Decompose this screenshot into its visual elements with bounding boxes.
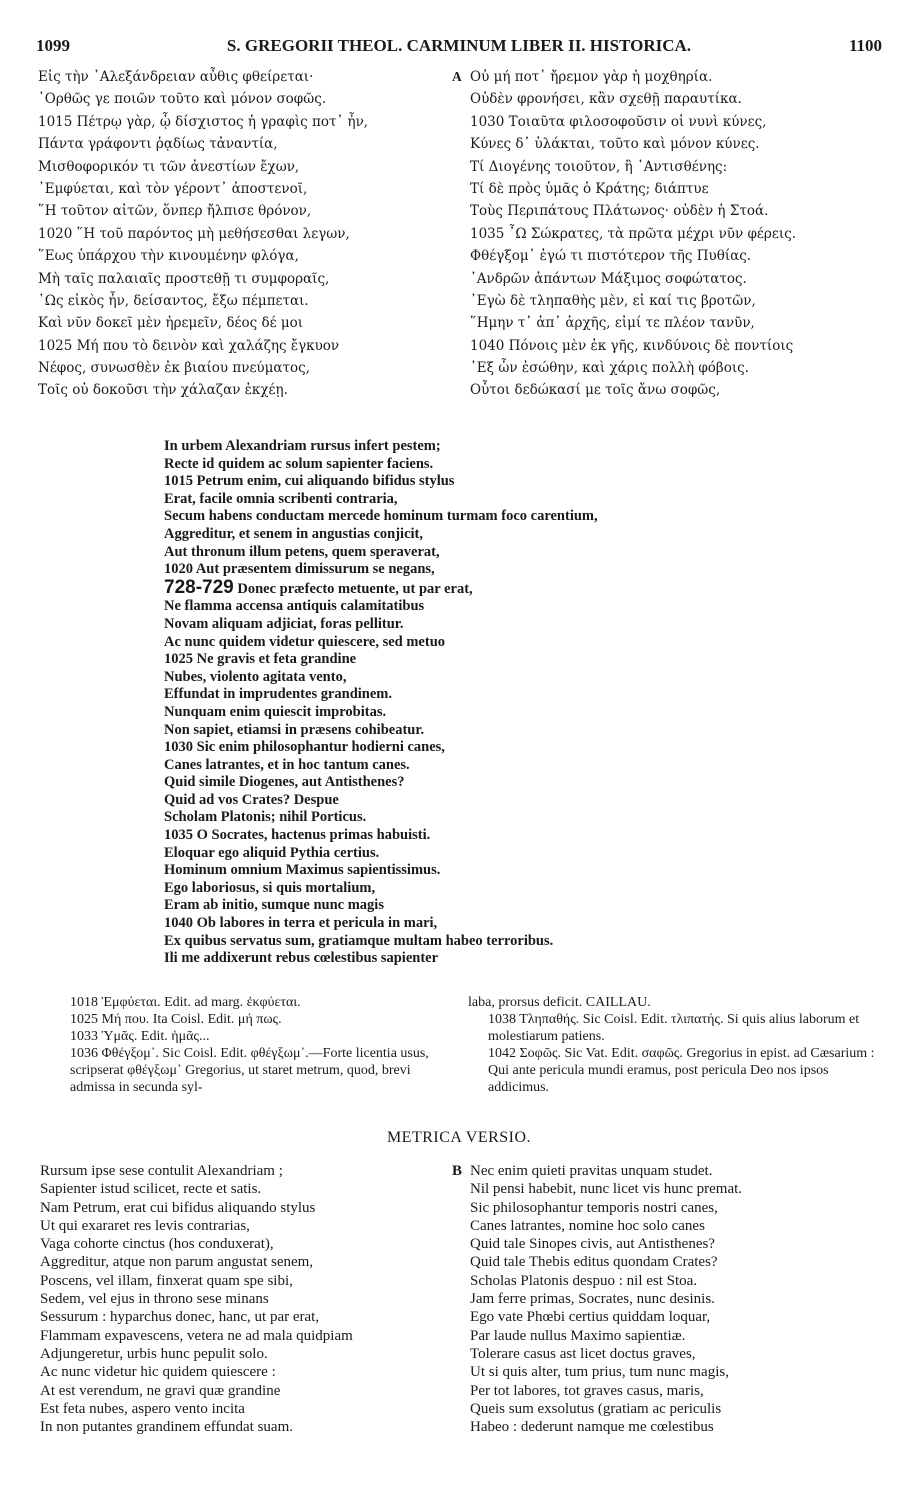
greek-line: 1020 ῞Η τοῦ παρόντος μὴ μεθήσεσθαι λεγων, bbox=[38, 225, 350, 242]
latin-line: Canes latrantes, et in hoc tantum canes. bbox=[164, 756, 410, 773]
latin-line-with-column-number bbox=[164, 576, 784, 599]
latin-line: Aggreditur, et senem in angustias conjicit, bbox=[164, 525, 423, 542]
greek-line: ᾿Εγὼ δὲ τληπαθὴς μὲν, εἰ καί τις βροτῶν, bbox=[470, 292, 756, 309]
greek-line: Εἰς τὴν ᾿Αλεξάνδρειαν αὖθις φθείρεται· bbox=[38, 69, 314, 85]
latin-line: Nunquam enim quiescit improbitas. bbox=[164, 703, 387, 720]
column-marker-b: B bbox=[452, 1163, 463, 1179]
verse-line: Tolerare casus ast licet doctus graves, bbox=[470, 1345, 696, 1362]
greek-line: Τί Διογένης τοιοῦτον, ἢ ᾿Αντισθένης: bbox=[470, 158, 728, 175]
verse-line: Scholas Platonis despuo : nil est Stoa. bbox=[470, 1272, 698, 1289]
verse-line: Adjungeretur, urbis hunc pepulit solo. bbox=[40, 1345, 268, 1362]
greek-line: 1015 Πέτρῳ γὰρ, ᾧ δίσχιστος ἡ γραφὶς ποτ᾿ ἦν, bbox=[38, 113, 369, 130]
latin-line: Recte id quidem ac solum sapienter faciens. bbox=[164, 455, 434, 472]
footnote: 1036 Φθέγξομ᾿. Sic Coisl. Edit. φθέγξωμ᾿.—Forte licentia usus, scripserat φθέγξωμ᾿ Gregorius, ut staret metrum, quod, brevi admissa in secunda syl- bbox=[70, 1046, 429, 1095]
verse-line: Quid tale Sinopes civis, aut Antisthenes? bbox=[470, 1236, 715, 1253]
latin-line: Quid ad vos Crates? Despue bbox=[164, 791, 339, 808]
verse-line: In non putantes grandinem effundat suam. bbox=[40, 1419, 293, 1436]
verse-line: Est feta nubes, aspero vento incita bbox=[40, 1400, 245, 1417]
column-marker-a: A bbox=[452, 69, 462, 84]
verse-line: Nil pensi habebit, nunc licet vis hunc premat. bbox=[470, 1181, 743, 1198]
verse-line: Vaga cohorte cinctus (hos conduxerat), bbox=[40, 1236, 274, 1253]
greek-line: Οὐ μή ποτ᾿ ἤρεμον γὰρ ἡ μοχθηρία. bbox=[470, 69, 713, 85]
metrica-versio-left-column bbox=[40, 1162, 450, 1436]
verse-line: Par laude nullus Maximo sapientiæ. bbox=[470, 1327, 686, 1344]
verse-line: Ut qui exararet res levis contrarias, bbox=[40, 1217, 250, 1234]
greek-line: ᾿Εξ ὧν ἐσώθην, καὶ χάρις πολλὴ φόβοις. bbox=[470, 360, 749, 377]
verse-line: Poscens, vel illam, finxerat quam spe sibi, bbox=[40, 1272, 293, 1289]
greek-line: Τί δὲ πρὸς ὑμᾶς ὁ Κράτης; διάπτυε bbox=[470, 180, 709, 197]
greek-line: ᾿Ορθῶς γε ποιῶν τοῦτο καὶ μόνον σοφῶς. bbox=[38, 91, 327, 108]
greek-line: Οὐδὲν φρονήσει, κἂν σχεθῇ παραυτίκα. bbox=[470, 91, 742, 108]
verse-line: Rursum ipse sese contulit Alexandriam ; bbox=[40, 1163, 283, 1179]
greek-line: Πάντα γράφοντι ῥᾳδίως τἀναντία, bbox=[38, 136, 278, 153]
verse-line: Ac nunc videtur hic quidem quiescere : bbox=[40, 1364, 276, 1381]
verse-line: Sapienter istud scilicet, recte et satis. bbox=[40, 1181, 262, 1198]
running-title: S. GREGORII THEOL. CARMINUM LIBER II. HISTORICA. bbox=[226, 36, 692, 55]
verse-line: Ego vate Phœbi certius quiddam loquar, bbox=[470, 1309, 711, 1326]
latin-line: Ne flamma accensa antiquis calamitatibus bbox=[164, 598, 425, 615]
verse-line: Queis sum exsolutus (gratiam ac periculis bbox=[470, 1400, 722, 1417]
latin-line: Nubes, violento agitata vento, bbox=[164, 668, 347, 685]
running-head bbox=[36, 36, 882, 58]
greek-line: 1035 ῏Ω Σώκρατες, τὰ πρῶτα μέχρι νῦν φέρεις. bbox=[470, 225, 797, 242]
latin-translation bbox=[164, 438, 784, 968]
greek-line: ῞Ημην τ᾿ ἀπ᾿ ἀρχῆς, εἰμί τε πλέον τανῦν, bbox=[470, 315, 755, 332]
latin-line: Donec præfecto metuente, ut par erat, bbox=[233, 580, 473, 597]
latin-line: Eram ab initio, sumque nunc magis bbox=[164, 897, 384, 914]
verse-line: Ut si quis alter, tum prius, tum nunc magis, bbox=[470, 1364, 729, 1381]
latin-line: 1015 Petrum enim, cui aliquando bifidus stylus bbox=[164, 473, 455, 490]
verse-line: Aggreditur, atque non parum angustat senem, bbox=[40, 1254, 314, 1271]
latin-line: Ac nunc quidem videtur quiescere, sed metuo bbox=[164, 633, 446, 650]
latin-line: 1035 O Socrates, hactenus primas habuisti. bbox=[164, 827, 431, 844]
verse-line: Sic philosophantur temporis nostri canes, bbox=[470, 1199, 718, 1216]
footnote: laba, prorsus deficit. CAILLAU. bbox=[468, 995, 651, 1010]
latin-line: Hominum omnium Maximus sapientissimus. bbox=[164, 862, 441, 879]
latin-line: 1025 Ne gravis et feta grandine bbox=[164, 651, 357, 668]
latin-line: Ego laboriosus, si quis mortalium, bbox=[164, 879, 376, 896]
greek-line: ᾿Εμφύεται, καὶ τὸν γέροντ᾿ ἀποστενοῖ, bbox=[38, 180, 308, 197]
metrica-versio-right-column bbox=[452, 1162, 892, 1436]
verse-line: Flammam expavescens, vetera ne ad mala quidpiam bbox=[40, 1327, 353, 1344]
greek-line: Μὴ ταῖς παλαιαῖς προστεθῇ τι συμφοραῖς, bbox=[38, 270, 330, 287]
footnote: 1042 Σοφῶς. Sic Vat. Edit. σαφῶς. Gregorius in epist. ad Cæsarium : Qui ante pericula mundi eramus, post pericula Deo nos ipsos addicimus. bbox=[488, 1046, 875, 1095]
latin-line: Non sapiet, etiamsi in præsens cohibeatur. bbox=[164, 721, 425, 738]
greek-line: ῞Η τοῦτον αἰτῶν, ὅνπερ ἤλπισε θρόνον, bbox=[38, 203, 312, 220]
greek-text-left-column bbox=[38, 66, 458, 402]
greek-line: 1040 Πόνοις μὲν ἐκ γῆς, κινδύνοις δὲ ποντίοις bbox=[470, 337, 794, 354]
latin-line: Erat, facile omnia scribenti contraria, bbox=[164, 490, 398, 507]
latin-line: Ili me addixerunt rebus cœlestibus sapienter bbox=[164, 950, 439, 967]
greek-line: Τοὺς Περιπάτους Πλάτωνος· οὐδὲν ἡ Στοά. bbox=[470, 203, 769, 220]
verse-line: Quid tale Thebis editus quondam Crates? bbox=[470, 1254, 718, 1271]
footnotes-right bbox=[468, 994, 880, 1096]
page-number-right: 1100 bbox=[848, 36, 882, 55]
latin-line: Ex quibus servatus sum, gratiamque multam habeo terroribus. bbox=[164, 932, 554, 949]
latin-line: Effundat in imprudentes grandinem. bbox=[164, 686, 393, 703]
verse-line: Sessurum : hyparchus donec, hanc, ut par erat, bbox=[40, 1309, 320, 1326]
verse-line: Habeo : dederunt namque me cœlestibus bbox=[470, 1419, 714, 1436]
greek-line: ῞Εως ὑπάρχου τὴν κινουμένην φλόγα, bbox=[38, 248, 299, 265]
footnote: 1038 Τληπαθής. Sic Coisl. Edit. τλιπατής. Si quis alius laborum et molestiarum patiens. bbox=[488, 1012, 860, 1044]
greek-line: Φθέγξομ᾿ ἐγώ τι πιστότερον τῆς Πυθίας. bbox=[470, 248, 752, 265]
greek-line: Οὗτοι δεδώκασί με τοῖς ἄνω σοφῶς, bbox=[470, 382, 721, 399]
greek-line: Μισθοφορικόν τι τῶν ἀνεστίων ἔχων, bbox=[38, 158, 300, 175]
verse-line: Jam ferre primas, Socrates, nunc desinis. bbox=[470, 1291, 715, 1308]
latin-line: 1030 Sic enim philosophantur hodierni canes, bbox=[164, 739, 445, 756]
footnotes-left bbox=[50, 994, 450, 1096]
footnote: 1033 Ὑμᾶς. Edit. ἡμᾶς... bbox=[70, 1029, 210, 1044]
verse-line: Nec enim quieti pravitas unquam studet. bbox=[470, 1163, 713, 1179]
greek-line: 1025 Μή που τὸ δεινὸν καὶ χαλάζης ἔγκυον bbox=[38, 337, 340, 354]
footnote: 1025 Μή που. Ita Coisl. Edit. μή πως. bbox=[70, 1012, 282, 1027]
greek-text-right-column bbox=[452, 66, 892, 402]
latin-line: Quid simile Diogenes, aut Antisthenes? bbox=[164, 774, 405, 791]
greek-line: Τοῖς οὐ δοκοῦσι τὴν χάλαζαν ἐκχέῃ. bbox=[38, 382, 288, 399]
latin-line: 1040 Ob labores in terra et pericula in mari, bbox=[164, 915, 438, 932]
latin-line: Eloquar ego aliquid Pythia certius. bbox=[164, 844, 380, 861]
verse-line: Sedem, vel ejus in throno sese minans bbox=[40, 1291, 269, 1308]
latin-line: Aut thronum illum petens, quem speraverat, bbox=[164, 543, 440, 560]
column-number: 728-729 bbox=[164, 576, 234, 598]
greek-line: Καὶ νῦν δοκεῖ μὲν ἠρεμεῖν, δέος δέ μοι bbox=[38, 315, 304, 332]
latin-line: In urbem Alexandriam rursus infert pestem; bbox=[164, 438, 441, 454]
greek-line: Κύνες δ᾿ ὑλάκται, τοῦτο καὶ μόνον κύνες. bbox=[470, 136, 760, 153]
latin-line: Secum habens conductam mercede hominum turmam foco carentium, bbox=[164, 508, 598, 525]
verse-line: At est verendum, ne gravi quæ grandine bbox=[40, 1382, 281, 1399]
section-title: METRICA VERSIO. bbox=[386, 1129, 532, 1146]
footnote: 1018 Ἐμφύεται. Edit. ad marg. ἐκφύεται. bbox=[70, 995, 301, 1010]
latin-line: Scholam Platonis; nihil Porticus. bbox=[164, 809, 367, 826]
greek-line: 1030 Τοιαῦτα φιλοσοφοῦσιν οἱ νυνὶ κύνες, bbox=[470, 113, 767, 130]
latin-line: Novam aliquam adjiciat, foras pellitur. bbox=[164, 615, 404, 632]
latin-line: 1020 Aut præsentem dimissurum se negans, bbox=[164, 561, 435, 578]
verse-line: Nam Petrum, erat cui bifidus aliquando stylus bbox=[40, 1199, 316, 1216]
verse-line: Per tot labores, tot graves casus, maris, bbox=[470, 1382, 704, 1399]
greek-line: ῾Ως εἰκὸς ἦν, δείσαντος, ἔξω πέμπεται. bbox=[38, 292, 309, 309]
greek-line: ᾿Ανδρῶν ἁπάντων Μάξιμος σοφώτατος. bbox=[470, 270, 747, 287]
greek-line: Νέφος, συνωσθὲν ἐκ βιαίου πνεύματος, bbox=[38, 360, 310, 377]
verse-line: Canes latrantes, nomine hoc solo canes bbox=[470, 1217, 705, 1234]
page-number-left: 1099 bbox=[36, 36, 70, 55]
